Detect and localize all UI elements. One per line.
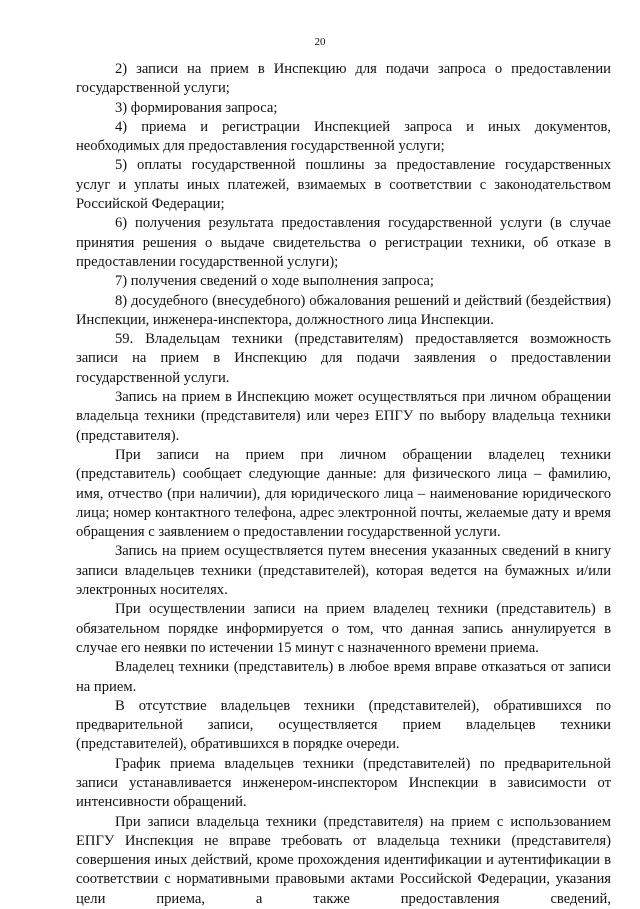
paragraph-item-8: 8) досудебного (внесудебного) обжалования решений и действий (бездействия) Инспекции, инженера-инспектора, должностного лица Инспекции. [76, 292, 611, 328]
paragraph-clause-59: 59. Владельцам техники (представителям) предоставляется возможность записи на прием в Инспекцию для подачи заявления о предоставлении государственной услуги. [76, 331, 611, 386]
paragraph-item-3: 3) формирования запроса; [115, 99, 278, 116]
paragraph-item-7: 7) получения сведений о ходе выполнения запроса; [115, 273, 434, 290]
paragraph-appointment-methods: Запись на прием в Инспекцию может осуществляться при личном обращении владельца техники (представителя) или через ЕПГУ по выбору владельца техники (представителя). [76, 389, 611, 444]
paragraph-queue-order: В отсутствие владельцев техники (представителей), обратившихся по предварительной записи, осуществляется прием владельцев техники (представителей), обратившихся в порядке очереди. [76, 697, 611, 753]
paragraph-epgu-requirements: При записи владельца техники (представителя) на прием с использованием ЕПГУ Инспекция не вправе требовать от владельца техники (представителя) совершения иных действий, кроме прохождения идентификации и аутентификации в соответствии с нормативными правовыми актами Российской Федерации, указания цели приема, а также предоставления сведений, [76, 813, 611, 907]
page-number: 20 [314, 36, 326, 48]
document-body [76, 60, 611, 909]
paragraph-item-6: 6) получения результата предоставления государственной услуги (в случае принятия решения о выдаче свидетельства о регистрации техники, об отказе в предоставлении государственной услуги); [76, 215, 611, 270]
paragraph-item-5: 5) оплаты государственной пошлины за предоставление государственных услуг и уплаты иных платежей, взимаемых в соответствии с законодательством Российской Федерации; [76, 157, 611, 213]
paragraph-item-4: 4) приема и регистрации Инспекцией запроса и иных документов, необходимых для предоставления государственной услуги; [76, 118, 611, 155]
paragraph-personal-visit-data: При записи на прием при личном обращении владелец техники (представитель) сообщает следующие данные: для физического лица – фамилию, имя, отчество (при наличии), для юридического лица – наименование юридического лица; номер контактного телефона, адрес электронной почты, желаемые дату и время обращения с заявлением о предоставлении государственной услуги. [76, 446, 611, 541]
paragraph-schedule: График приема владельцев техники (представителей) по предварительной записи устанавливается инженером-инспектором Инспекции в зависимости от интенсивности обращений. [76, 755, 611, 811]
paragraph-item-2: 2) записи на прием в Инспекцию для подачи запроса о предоставлении государственной услуги; [76, 61, 611, 97]
paragraph-record-book: Запись на прием осуществляется путем внесения указанных сведений в книгу записи владельцев техники (представителей), которая ведется на бумажных и/или электронных носителях. [76, 543, 611, 599]
paragraph-cancellation-notice: При осуществлении записи на прием владелец техники (представитель) в обязательном порядке информируется о том, что данная запись аннулируется в случае его неявки по истечении 15 минут с назначенного времени приема. [76, 601, 611, 656]
paragraph-refusal-right: Владелец техники (представитель) в любое время вправе отказаться от записи на прием. [76, 659, 611, 695]
